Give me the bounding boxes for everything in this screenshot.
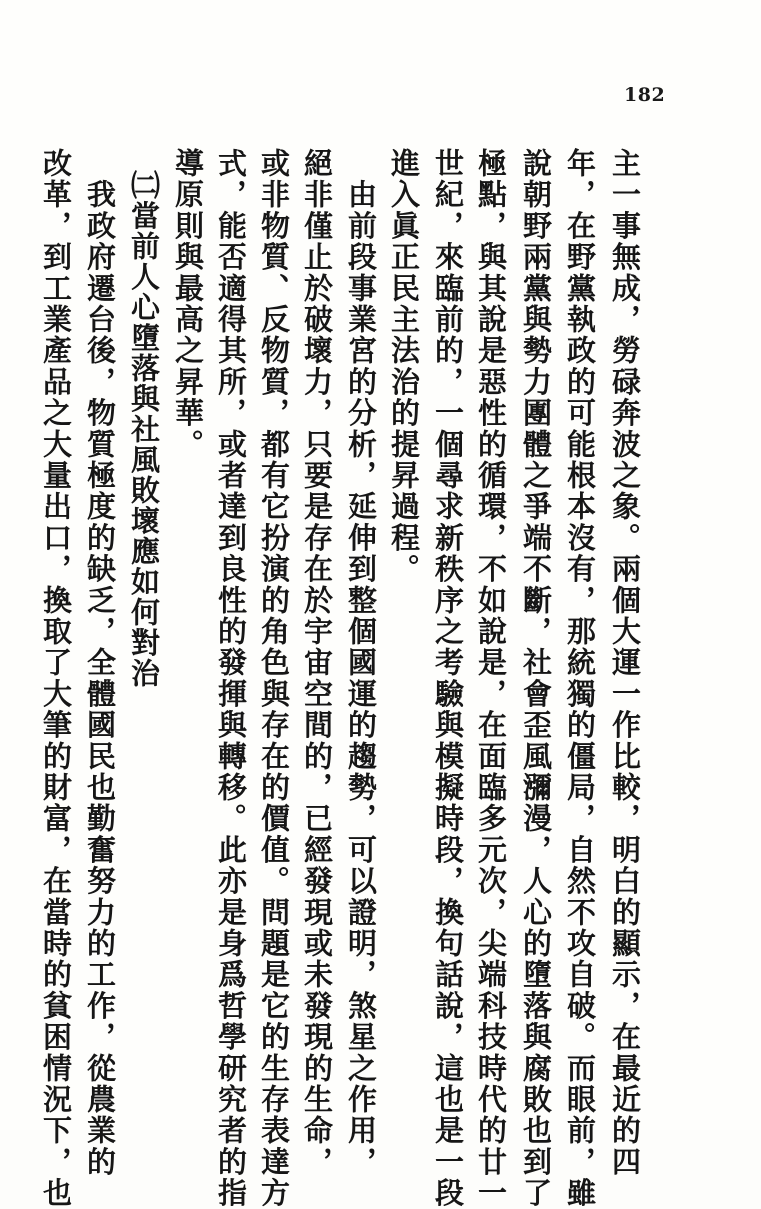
text-column-7: 由前段事業宮的分析，延伸到整個國運的趨勢，可以證明，煞星之作用，	[344, 148, 378, 1178]
text-column-9: 或非物質、反物質，都有它扮演的角色與存在的價值。問題是它的生存表達方	[257, 148, 291, 1209]
section-heading: ㈡當前人心墮落與社風敗壞應如何對治	[127, 170, 161, 689]
text-column-14: 改革，到工業產品之大量出口，換取了大筆的財富，在當時的貧困情況下，也	[39, 148, 73, 1209]
text-column-3: 說朝野兩黨與勢力團體之爭端不斷，社會歪風瀰漫，人心的墮落與腐敗也到了	[519, 148, 553, 1209]
text-column-5: 世紀，來臨前的，一個尋求新秩序之考驗與模擬時段，換句話說，這也是一段	[431, 148, 465, 1209]
text-column-2: 年，在野黨執政的可能根本沒有，那統獨的僵局，自然不攻自破。而眼前，雖	[563, 148, 597, 1209]
text-column-1: 主一事無成，勞碌奔波之象。兩個大運一作比較，明白的顯示，在最近的四	[608, 148, 642, 1178]
text-column-4: 極點，與其說是惡性的循環，不如說是，在面臨多元次，尖端科技時代的廿一	[474, 148, 508, 1209]
text-column-10: 式，能否適得其所，或者達到良性的發揮與轉移。此亦是身爲哲學研究者的指	[214, 148, 248, 1209]
page-number: 182	[624, 84, 666, 106]
text-column-13: 我政府遷台後，物質極度的缺乏，全體國民也勤奮努力的工作，從農業的	[83, 148, 117, 1178]
text-column-11: 導原則與最高之昇華。	[171, 148, 205, 460]
text-column-8: 絕非僅止於破壞力，只要是存在於宇宙空間的，已經發現或未發現的生命，	[300, 148, 334, 1178]
text-column-6: 進入眞正民主法治的提昇過程。	[387, 148, 421, 585]
